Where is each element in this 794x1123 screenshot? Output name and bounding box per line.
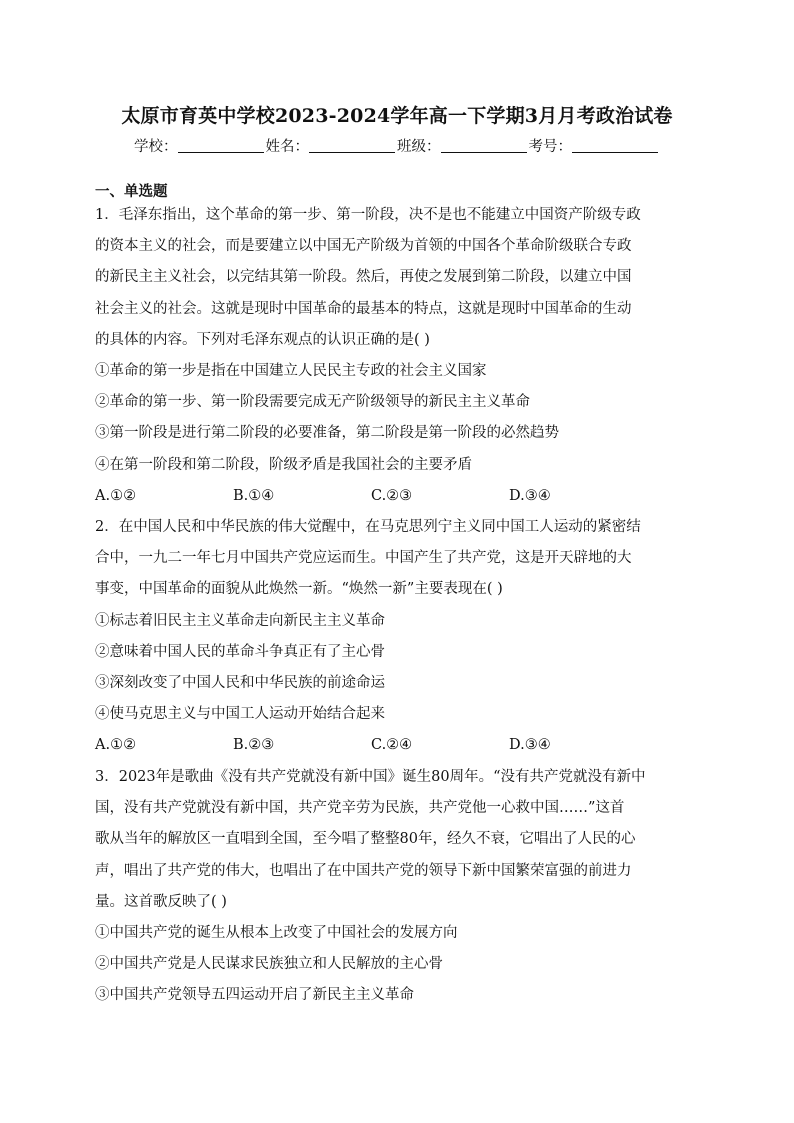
question-stem-line: 合中，一九二一年七月中国共产党应运而生。中国产生了共产党，这是开天辟地的大	[95, 550, 632, 567]
question-stem-line: 声，唱出了共产党的伟大，也唱出了在中国共产党的领导下新中国繁荣富强的前进力	[95, 862, 632, 879]
section-title: 一、单选题	[95, 183, 168, 200]
exam-title: 太原市育英中学校2023-2024学年高一下学期3月月考政治试卷	[121, 105, 673, 127]
option-b: B.①④	[233, 487, 275, 504]
question-stem-line: 3．2023年是歌曲《没有共产党就没有新中国》诞生80周年。“没有共产党就没有新中	[95, 769, 646, 785]
option-a: A.①②	[95, 487, 137, 504]
statement: ③深刻改变了中国人民和中华民族的前途命运	[95, 674, 385, 691]
statement: ③第一阶段是进行第二阶段的必要准备，第二阶段是第一阶段的必然趋势	[95, 425, 559, 442]
exam-number-label: 考号：	[528, 139, 572, 155]
statement: ①革命的第一步是指在中国建立人民民主专政的社会主义国家	[95, 362, 487, 379]
question-stem-line: 量。这首歌反映了( )	[95, 893, 227, 910]
answer-options	[95, 481, 705, 512]
statement: ④在第一阶段和第二阶段，阶级矛盾是我国社会的主要矛盾	[95, 456, 472, 473]
student-info-row	[0, 135, 794, 156]
name-blank	[309, 138, 395, 153]
option-a: A.①②	[95, 737, 137, 754]
option-d: D.③④	[509, 487, 551, 504]
question-stem-line: 国，没有共产党就没有新中国，共产党辛劳为民族，共产党他一心救中国……”这首	[95, 800, 625, 817]
school-label: 学校：	[134, 139, 178, 155]
question-3	[95, 762, 705, 1012]
statement: ④使马克思主义与中国工人运动开始结合起来	[95, 706, 385, 723]
exam-number-blank	[572, 138, 658, 153]
option-c: C.②③	[371, 487, 413, 504]
statement: ①标志着旧民主主义革命走向新民主主义革命	[95, 612, 385, 629]
statement: ②革命的第一步、第一阶段需要完成无产阶级领导的新民主主义革命	[95, 394, 530, 411]
school-blank	[178, 138, 264, 153]
question-stem-line: 歌从当年的解放区一直唱到全国，至今唱了整整80年，经久不衰，它唱出了人民的心	[95, 831, 636, 848]
question-stem-line: 的资本主义的社会，而是要建立以中国无产阶级为首领的中国各个革命阶级联合专政	[95, 238, 632, 255]
class-label: 班级：	[397, 139, 441, 155]
question-stem-line: 2．在中国人民和中华民族的伟大觉醒中，在马克思列宁主义同中国工人运动的紧密结	[95, 519, 641, 535]
question-stem-line: 1．毛泽东指出，这个革命的第一步、第一阶段，决不是也不能建立中国资产阶级专政	[95, 207, 641, 223]
answer-options	[95, 730, 705, 761]
statement: ③中国共产党领导五四运动开启了新民主主义革命	[95, 987, 414, 1004]
option-c: C.②④	[371, 737, 413, 754]
statement: ②中国共产党是人民谋求民族独立和人民解放的主心骨	[95, 956, 443, 973]
question-stem-line: 事变，中国革命的面貌从此焕然一新。“焕然一新”主要表现在( )	[95, 581, 503, 598]
question-stem-line: 的新民主主义社会，以完结其第一阶段。然后，再使之发展到第二阶段，以建立中国	[95, 269, 632, 286]
statement: ①中国共产党的诞生从根本上改变了中国社会的发展方向	[95, 924, 458, 941]
option-d: D.③④	[509, 737, 551, 754]
question-2	[95, 512, 705, 762]
option-b: B.②③	[233, 737, 275, 754]
question-stem-line: 社会主义的社会。这就是现时中国革命的最基本的特点，这就是现时中国革命的生动	[95, 300, 632, 317]
question-stem-line: 的具体的内容。下列对毛泽东观点的认识正确的是( )	[95, 331, 430, 348]
question-1	[95, 200, 705, 512]
name-label: 姓名：	[265, 139, 309, 155]
class-blank	[441, 138, 527, 153]
statement: ②意味着中国人民的革命斗争真正有了主心骨	[95, 643, 385, 660]
